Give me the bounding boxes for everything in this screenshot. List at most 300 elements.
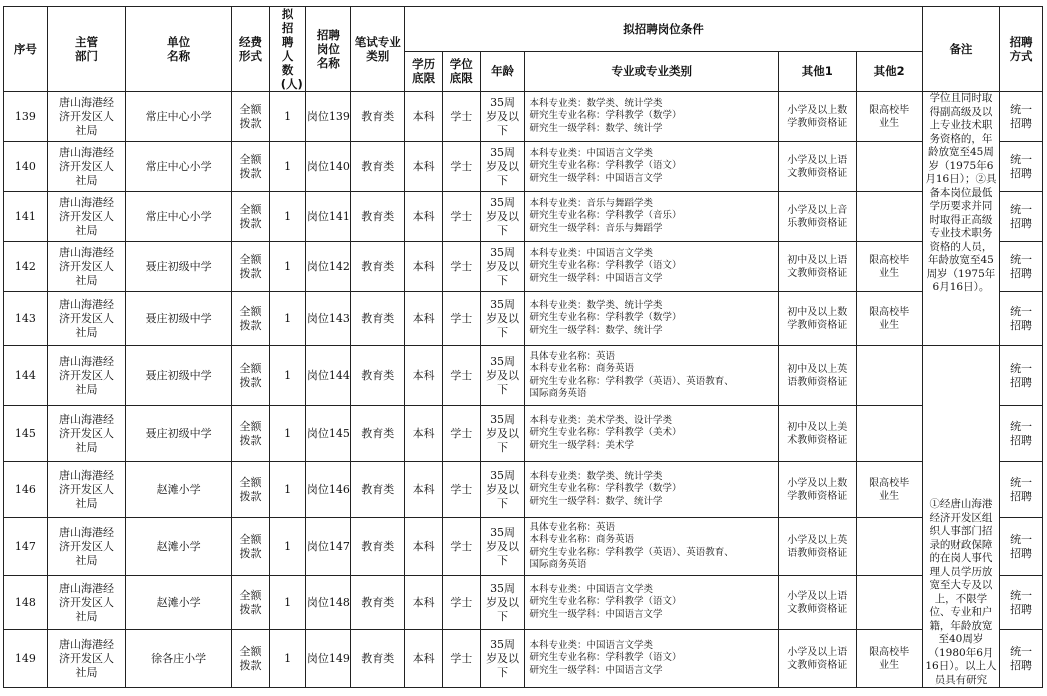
cell-unit xyxy=(126,406,232,462)
cell-exam-text: 教育类 xyxy=(361,368,395,382)
cell-unit-text: 聂庄初级中学 xyxy=(145,426,212,440)
cell-unit-text: 常庄中心小学 xyxy=(145,109,212,123)
cell-seq-text: 146 xyxy=(14,482,36,496)
major-line: 研究生专业名称：学科教学（语文） xyxy=(529,596,682,608)
cell-unit xyxy=(126,630,232,688)
remark-block-1 xyxy=(922,92,999,346)
header-dept: 主管部门 xyxy=(47,7,125,92)
cell-unit xyxy=(126,142,232,192)
cell-exam-text: 教育类 xyxy=(361,595,395,609)
cell-fund-text: 全额拨款 xyxy=(239,532,262,560)
cell-other2 xyxy=(856,92,922,142)
cell-method-text: 统一招聘 xyxy=(1010,419,1033,447)
cell-unit-text: 赵滩小学 xyxy=(156,482,201,496)
cell-degree-text: 学士 xyxy=(450,482,473,496)
cell-method-text: 统一招聘 xyxy=(1010,644,1033,672)
table-row xyxy=(4,518,1043,576)
cell-unit xyxy=(126,518,232,576)
cell-count-text: 1 xyxy=(284,311,292,325)
cell-seq xyxy=(4,292,48,346)
cell-dept xyxy=(47,406,125,462)
major-line: 研究生专业名称：学科教学（语文） xyxy=(529,260,682,272)
major-line: 本科专业类：数学类、统计学类 xyxy=(529,470,663,482)
cell-dept xyxy=(47,518,125,576)
cell-edu xyxy=(405,630,443,688)
cell-post-text: 岗位149 xyxy=(306,651,350,665)
cell-seq xyxy=(4,242,48,292)
header-method: 招聘方式 xyxy=(1000,7,1043,92)
cell-method xyxy=(1000,462,1043,518)
cell-unit-text: 聂庄初级中学 xyxy=(145,259,212,273)
cell-degree-text: 学士 xyxy=(450,109,473,123)
cell-age-text: 35周岁及以下 xyxy=(486,354,520,396)
cell-exam-text: 教育类 xyxy=(361,482,395,496)
major-line: 研究生专业名称：学科教学（语文） xyxy=(529,160,682,172)
cell-seq xyxy=(4,518,48,576)
cell-edu-text: 本科 xyxy=(412,209,435,223)
cell-edu-text: 本科 xyxy=(412,259,435,273)
cell-unit xyxy=(126,462,232,518)
cell-major xyxy=(525,92,779,142)
cell-edu-text: 本科 xyxy=(412,159,435,173)
cell-fund-text: 全额拨款 xyxy=(239,588,262,616)
cell-degree xyxy=(442,462,480,518)
cell-dept-text: 唐山海港经济开发区人社局 xyxy=(59,195,114,237)
cell-exam xyxy=(351,142,405,192)
cell-major xyxy=(525,576,779,630)
cell-age xyxy=(480,346,525,406)
header-count: 拟招聘人数(人) xyxy=(269,7,306,92)
cell-other1 xyxy=(779,142,856,192)
cell-age xyxy=(480,576,525,630)
cell-method-text: 统一招聘 xyxy=(1010,475,1033,503)
cell-age xyxy=(480,462,525,518)
major-line: 本科专业类：中国语言文学类 xyxy=(529,147,653,159)
cell-dept-text: 唐山海港经济开发区人社局 xyxy=(59,145,114,187)
cell-count xyxy=(269,292,306,346)
cell-other1 xyxy=(779,462,856,518)
cell-degree xyxy=(442,292,480,346)
cell-age-text: 35周岁及以下 xyxy=(486,637,520,679)
cell-other1 xyxy=(779,630,856,688)
cell-edu-text: 本科 xyxy=(412,368,435,382)
cell-method-text: 统一招聘 xyxy=(1010,532,1033,560)
cell-age xyxy=(480,518,525,576)
cell-degree xyxy=(442,346,480,406)
table-row xyxy=(4,142,1043,192)
cell-seq-text: 143 xyxy=(14,311,36,325)
cell-count xyxy=(269,462,306,518)
cell-fund xyxy=(232,292,270,346)
cell-age xyxy=(480,242,525,292)
major-line: 研究生专业名称：学科教学（数学） xyxy=(529,312,682,324)
header-edu: 学历底限 xyxy=(405,51,443,91)
cell-age-text: 35周岁及以下 xyxy=(486,195,520,237)
table-row xyxy=(4,462,1043,518)
cell-other2 xyxy=(856,630,922,688)
major-line: 具体专业名称：英语 xyxy=(529,521,615,533)
cell-exam xyxy=(351,576,405,630)
cell-post xyxy=(306,346,351,406)
cell-edu-text: 本科 xyxy=(412,651,435,665)
cell-exam-text: 教育类 xyxy=(361,651,395,665)
cell-degree-text: 学士 xyxy=(450,259,473,273)
cell-major xyxy=(525,242,779,292)
cell-fund xyxy=(232,192,270,242)
table-body xyxy=(4,92,1043,688)
header-row-1 xyxy=(4,7,1043,52)
cell-fund-text: 全额拨款 xyxy=(239,304,262,332)
cell-dept xyxy=(47,462,125,518)
recruitment-table xyxy=(3,6,1043,688)
cell-unit-text: 常庄中心小学 xyxy=(145,159,212,173)
cell-count-text: 1 xyxy=(284,539,292,553)
cell-major xyxy=(525,346,779,406)
cell-seq-text: 149 xyxy=(14,651,36,665)
cell-major xyxy=(525,462,779,518)
major-line: 本科专业类：中国语言文学类 xyxy=(529,639,653,651)
cell-method xyxy=(1000,630,1043,688)
cell-other1-text: 小学及以上英语教师资格证 xyxy=(787,534,848,559)
cell-degree-text: 学士 xyxy=(450,539,473,553)
major-line: 研究生一级学科：中国语言文学 xyxy=(529,172,663,184)
cell-dept-text: 唐山海港经济开发区人社局 xyxy=(59,245,114,287)
cell-seq xyxy=(4,142,48,192)
cell-exam-text: 教育类 xyxy=(361,209,395,223)
cell-major xyxy=(525,142,779,192)
cell-degree-text: 学士 xyxy=(450,311,473,325)
cell-unit xyxy=(126,192,232,242)
cell-post-text: 岗位143 xyxy=(306,311,350,325)
cell-degree xyxy=(442,242,480,292)
cell-method-text: 统一招聘 xyxy=(1010,202,1033,230)
cell-seq xyxy=(4,346,48,406)
cell-count xyxy=(269,576,306,630)
cell-fund-text: 全额拨款 xyxy=(239,361,262,389)
major-line: 研究生一级学科：中国语言文学 xyxy=(529,608,663,620)
cell-fund-text: 全额拨款 xyxy=(239,102,262,130)
cell-unit-text: 赵滩小学 xyxy=(156,595,201,609)
cell-degree-text: 学士 xyxy=(450,595,473,609)
cell-post xyxy=(306,518,351,576)
cell-exam-text: 教育类 xyxy=(361,426,395,440)
cell-fund xyxy=(232,462,270,518)
cell-dept xyxy=(47,192,125,242)
cell-other2-text: 限高校毕业生 xyxy=(869,254,910,279)
cell-other1-text: 小学及以上语文教师资格证 xyxy=(787,590,848,615)
cell-unit xyxy=(126,346,232,406)
major-line: 具体专业名称：英语 xyxy=(529,350,615,362)
cell-count xyxy=(269,242,306,292)
cell-edu xyxy=(405,242,443,292)
cell-other1 xyxy=(779,346,856,406)
cell-other1-text: 初中及以上语文教师资格证 xyxy=(787,254,848,279)
cell-other2 xyxy=(856,576,922,630)
remark-text: ①经唐山海港经济开发区组织人事部门招录的财政保障的在岗人事代理人员学历放宽至大专及以上，不限学位、专业和户籍，年龄放宽至40周岁（1980年6月16日）。以上人员具有研究 xyxy=(925,498,997,686)
cell-edu-text: 本科 xyxy=(412,426,435,440)
major-line: 研究生专业名称：学科教学（语文） xyxy=(529,652,682,664)
cell-exam xyxy=(351,346,405,406)
cell-dept xyxy=(47,292,125,346)
cell-age xyxy=(480,406,525,462)
cell-dept xyxy=(47,630,125,688)
cell-fund-text: 全额拨款 xyxy=(239,419,262,447)
cell-edu xyxy=(405,518,443,576)
cell-major xyxy=(525,630,779,688)
cell-post xyxy=(306,142,351,192)
cell-count-text: 1 xyxy=(284,426,292,440)
header-conditions: 拟招聘岗位条件 xyxy=(405,7,922,52)
cell-edu xyxy=(405,346,443,406)
cell-age-text: 35周岁及以下 xyxy=(486,145,520,187)
cell-method-text: 统一招聘 xyxy=(1010,252,1033,280)
cell-age xyxy=(480,630,525,688)
cell-exam xyxy=(351,630,405,688)
cell-seq xyxy=(4,630,48,688)
cell-edu xyxy=(405,92,443,142)
cell-post xyxy=(306,242,351,292)
cell-post xyxy=(306,192,351,242)
cell-fund-text: 全额拨款 xyxy=(239,202,262,230)
header-seq: 序号 xyxy=(4,7,48,92)
major-line: 研究生一级学科：数学、统计学 xyxy=(529,122,663,134)
cell-other1 xyxy=(779,192,856,242)
cell-other1-text: 初中及以上英语教师资格证 xyxy=(787,363,848,388)
table-row xyxy=(4,576,1043,630)
cell-other1 xyxy=(779,92,856,142)
cell-degree-text: 学士 xyxy=(450,426,473,440)
cell-fund-text: 全额拨款 xyxy=(239,644,262,672)
cell-seq-text: 141 xyxy=(14,209,36,223)
remark-text: 学位且同时取得副高级及以上专业技术职务资格的，年龄放宽至45周岁（1975年6月16日）；②具备本岗位最低学历要求并同时取得正高级专业技术职务资格的人员，年龄放宽至45周岁（1975年6月16日）。 xyxy=(925,92,997,293)
major-line: 本科专业名称：商务英语 xyxy=(529,363,634,374)
cell-major xyxy=(525,292,779,346)
cell-method xyxy=(1000,142,1043,192)
cell-unit xyxy=(126,92,232,142)
cell-age-text: 35周岁及以下 xyxy=(486,245,520,287)
cell-exam xyxy=(351,292,405,346)
cell-other1-text: 小学及以上音乐教师资格证 xyxy=(787,204,848,229)
cell-fund xyxy=(232,518,270,576)
cell-fund xyxy=(232,346,270,406)
cell-post xyxy=(306,576,351,630)
cell-method xyxy=(1000,242,1043,292)
cell-dept-text: 唐山海港经济开发区人社局 xyxy=(59,468,114,510)
cell-other2 xyxy=(856,192,922,242)
cell-method-text: 统一招聘 xyxy=(1010,588,1033,616)
major-line: 研究生一级学科：中国语言文学 xyxy=(529,664,663,676)
table-row xyxy=(4,292,1043,346)
cell-age-text: 35周岁及以下 xyxy=(486,581,520,623)
cell-age xyxy=(480,192,525,242)
major-line: 研究生专业名称：学科教学（美术） xyxy=(529,427,682,439)
cell-seq xyxy=(4,92,48,142)
cell-method xyxy=(1000,406,1043,462)
cell-post-text: 岗位148 xyxy=(306,595,350,609)
cell-exam xyxy=(351,406,405,462)
cell-dept-text: 唐山海港经济开发区人社局 xyxy=(59,297,114,339)
cell-other2-text: 限高校毕业生 xyxy=(869,104,910,129)
cell-other2 xyxy=(856,462,922,518)
cell-seq xyxy=(4,576,48,630)
major-line: 研究生专业名称：学科教学（数学） xyxy=(529,110,682,122)
cell-seq-text: 148 xyxy=(14,595,36,609)
cell-other2 xyxy=(856,346,922,406)
cell-other2 xyxy=(856,406,922,462)
cell-post xyxy=(306,630,351,688)
major-line: 研究生专业名称：学科教学（英语）、英语教育、 xyxy=(529,546,734,558)
cell-fund xyxy=(232,242,270,292)
major-line: 研究生专业名称：学科教学（数学） xyxy=(529,483,682,495)
table-row xyxy=(4,346,1043,406)
cell-other1-text: 小学及以上数学教师资格证 xyxy=(787,477,848,502)
cell-dept-text: 唐山海港经济开发区人社局 xyxy=(59,95,114,137)
cell-method xyxy=(1000,92,1043,142)
cell-other2 xyxy=(856,242,922,292)
cell-degree-text: 学士 xyxy=(450,209,473,223)
table-row xyxy=(4,192,1043,242)
cell-other1 xyxy=(779,576,856,630)
cell-dept-text: 唐山海港经济开发区人社局 xyxy=(59,581,114,623)
cell-edu xyxy=(405,462,443,518)
major-line: 本科专业类：美术学类、设计学类 xyxy=(529,414,672,426)
cell-fund-text: 全额拨款 xyxy=(239,252,262,280)
major-line: 研究生专业名称：学科教学（音乐） xyxy=(529,210,682,222)
cell-degree xyxy=(442,518,480,576)
major-line: 本科专业类：中国语言文学类 xyxy=(529,247,653,259)
table-row xyxy=(4,630,1043,688)
header-major: 专业或专业类别 xyxy=(525,51,779,91)
header-remark: 备注 xyxy=(922,7,999,92)
major-line: 研究生一级学科：美术学 xyxy=(529,439,634,451)
cell-dept xyxy=(47,346,125,406)
cell-other2 xyxy=(856,292,922,346)
major-line: 国际商务英语 xyxy=(529,559,587,570)
cell-fund xyxy=(232,576,270,630)
header-other2: 其他2 xyxy=(856,51,922,91)
major-line: 研究生一级学科：中国语言文学 xyxy=(529,272,663,284)
cell-count-text: 1 xyxy=(284,651,292,665)
cell-unit-text: 常庄中心小学 xyxy=(145,209,212,223)
cell-count xyxy=(269,630,306,688)
cell-count-text: 1 xyxy=(284,159,292,173)
cell-other1 xyxy=(779,242,856,292)
cell-seq-text: 144 xyxy=(14,368,36,382)
cell-seq-text: 139 xyxy=(14,109,36,123)
major-line: 本科专业类：中国语言文学类 xyxy=(529,583,653,595)
cell-edu xyxy=(405,576,443,630)
cell-post-text: 岗位139 xyxy=(306,109,350,123)
cell-fund-text: 全额拨款 xyxy=(239,152,262,180)
cell-exam xyxy=(351,518,405,576)
cell-method xyxy=(1000,292,1043,346)
table-row xyxy=(4,242,1043,292)
cell-other1-text: 初中及以上美术教师资格证 xyxy=(787,421,848,446)
major-line: 研究生一级学科：音乐与舞蹈学 xyxy=(529,222,663,234)
cell-seq-text: 145 xyxy=(14,426,36,440)
cell-post-text: 岗位141 xyxy=(306,209,350,223)
cell-count-text: 1 xyxy=(284,482,292,496)
cell-exam-text: 教育类 xyxy=(361,159,395,173)
cell-post xyxy=(306,406,351,462)
cell-major xyxy=(525,406,779,462)
cell-post-text: 岗位145 xyxy=(306,426,350,440)
cell-seq-text: 142 xyxy=(14,259,36,273)
header-degree: 学位底限 xyxy=(442,51,480,91)
cell-method xyxy=(1000,346,1043,406)
cell-edu-text: 本科 xyxy=(412,482,435,496)
cell-post-text: 岗位146 xyxy=(306,482,350,496)
cell-other1 xyxy=(779,406,856,462)
cell-other2-text: 限高校毕业生 xyxy=(869,477,910,502)
cell-dept-text: 唐山海港经济开发区人社局 xyxy=(59,354,114,396)
cell-post-text: 岗位140 xyxy=(306,159,350,173)
cell-other2 xyxy=(856,142,922,192)
cell-method-text: 统一招聘 xyxy=(1010,152,1033,180)
cell-other2-text: 限高校毕业生 xyxy=(869,646,910,671)
cell-age xyxy=(480,92,525,142)
cell-unit xyxy=(126,576,232,630)
cell-unit xyxy=(126,242,232,292)
cell-edu-text: 本科 xyxy=(412,311,435,325)
cell-exam-text: 教育类 xyxy=(361,539,395,553)
cell-age-text: 35周岁及以下 xyxy=(486,525,520,567)
cell-seq xyxy=(4,462,48,518)
cell-post xyxy=(306,92,351,142)
cell-degree xyxy=(442,192,480,242)
cell-exam xyxy=(351,462,405,518)
major-line: 本科专业类：音乐与舞蹈学类 xyxy=(529,197,653,209)
cell-post-text: 岗位147 xyxy=(306,539,350,553)
major-line: 国际商务英语 xyxy=(529,388,587,399)
cell-post-text: 岗位142 xyxy=(306,259,350,273)
cell-other1-text: 小学及以上数学教师资格证 xyxy=(787,104,848,129)
cell-seq xyxy=(4,192,48,242)
major-line: 研究生专业名称：学科教学（英语）、英语教育、 xyxy=(529,375,734,387)
cell-dept-text: 唐山海港经济开发区人社局 xyxy=(59,525,114,567)
cell-count xyxy=(269,518,306,576)
cell-exam xyxy=(351,92,405,142)
cell-dept xyxy=(47,242,125,292)
cell-degree xyxy=(442,406,480,462)
cell-method xyxy=(1000,192,1043,242)
header-other1: 其他1 xyxy=(779,51,856,91)
cell-degree xyxy=(442,142,480,192)
cell-method-text: 统一招聘 xyxy=(1010,102,1033,130)
cell-post xyxy=(306,292,351,346)
cell-method xyxy=(1000,576,1043,630)
major-line: 研究生一级学科：数学、统计学 xyxy=(529,495,663,507)
cell-edu xyxy=(405,406,443,462)
major-line: 本科专业类：数学类、统计学类 xyxy=(529,97,663,109)
cell-edu-text: 本科 xyxy=(412,539,435,553)
cell-seq-text: 147 xyxy=(14,539,36,553)
cell-count-text: 1 xyxy=(284,109,292,123)
cell-degree xyxy=(442,92,480,142)
cell-other2 xyxy=(856,518,922,576)
cell-count xyxy=(269,192,306,242)
cell-other1 xyxy=(779,292,856,346)
cell-edu xyxy=(405,292,443,346)
cell-degree xyxy=(442,630,480,688)
cell-exam xyxy=(351,192,405,242)
cell-count-text: 1 xyxy=(284,209,292,223)
cell-age xyxy=(480,292,525,346)
remark-block-2 xyxy=(922,346,999,688)
cell-edu xyxy=(405,142,443,192)
cell-edu-text: 本科 xyxy=(412,109,435,123)
cell-method xyxy=(1000,518,1043,576)
